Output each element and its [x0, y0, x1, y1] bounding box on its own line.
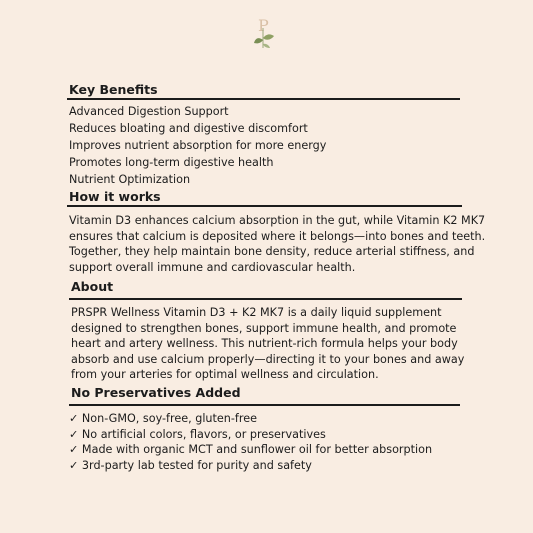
- sprout-p-logo-icon: [252, 14, 278, 50]
- how-it-works-paragraph: [69, 213, 485, 275]
- paragraph-line: PRSPR Wellness Vitamin D3 + K2 MK7 is a daily liquid supplement: [71, 306, 442, 319]
- benefit-item: Advanced Digestion Support: [69, 105, 229, 118]
- how-it-works-divider: [67, 205, 462, 207]
- paragraph-line: heart and artery wellness. This nutrient-rich formula helps your body: [71, 337, 458, 350]
- how-it-works-heading: How it works: [69, 189, 161, 204]
- paragraph-line: designed to strengthen bones, support immune health, and promote: [71, 321, 457, 335]
- svg-text:P: P: [258, 16, 269, 35]
- no-preservatives-divider: [69, 404, 460, 406]
- paragraph-line: from your arteries for optimal wellness and circulation.: [71, 368, 379, 381]
- paragraph-line: Vitamin D3 enhances calcium absorption in the gut, while Vitamin K2 MK7: [69, 214, 486, 227]
- preservative-free-item: ✓ 3rd-party lab tested for purity and safety: [69, 459, 312, 472]
- preservative-free-item: ✓ No artificial colors, flavors, or preservatives: [69, 428, 326, 441]
- paragraph-line: support overall immune and cardiovascular health.: [69, 260, 356, 274]
- about-heading: About: [71, 279, 114, 294]
- about-divider: [69, 298, 462, 300]
- benefit-item: Reduces bloating and digestive discomfort: [69, 122, 308, 135]
- paragraph-line: Together, they help maintain bone density, reduce arterial stiffness, and: [69, 245, 475, 258]
- no-preservatives-heading: No Preservatives Added: [71, 385, 241, 400]
- key-benefits-divider: [67, 98, 460, 100]
- preservative-free-item: ✓ Made with organic MCT and sunflower oil for better absorption: [69, 443, 433, 456]
- about-paragraph: [71, 305, 464, 383]
- benefit-item: Improves nutrient absorption for more energy: [69, 139, 327, 152]
- preservative-free-item: ✓ Non-GMO, soy-free, gluten-free: [69, 412, 257, 425]
- benefit-item: Nutrient Optimization: [69, 173, 191, 186]
- paragraph-line: ensures that calcium is deposited where it belongs—into bones and teeth.: [69, 229, 486, 243]
- key-benefits-heading: Key Benefits: [69, 82, 158, 97]
- paragraph-line: absorb and use calcium properly—directing it to your bones and away: [71, 352, 465, 366]
- benefit-item: Promotes long-term digestive health: [69, 156, 274, 169]
